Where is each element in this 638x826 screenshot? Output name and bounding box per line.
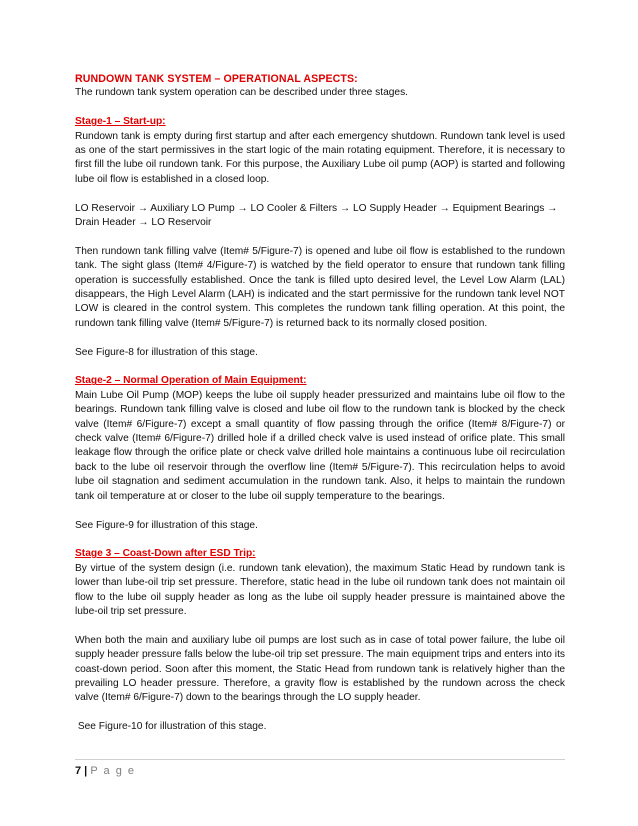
- stage1-see-figure: See Figure-8 for illustration of this stage.: [75, 346, 258, 358]
- stage1-paragraph-2: Then rundown tank filling valve (Item# 5/Figure-7) is opened and lube oil flow is established to the rundown tank. The sight glass (Item# 4/Figure-7) is watched by the field operator to ensure that rundown tank filling operation is successfully established. Once the tank is filled upto desired level, the Level Low Alarm (LAL) disappears, the High Level Alarm (LAH) is indicated and the start permissive for the rundown tank level NOT LOW is cleared in the control system. This completes the rundown tank filling operation. At this point, the rundown tank filling valve (Item# 5/Figure-7) is returned back to its normally closed position.: [75, 245, 565, 329]
- stage3-paragraph-1: By virtue of the system design (i.e. rundown tank elevation), the maximum Static Head by rundown tank is lower than lube-oil trip set pressure. Therefore, static head in the lube oil rundown tank does not maintain oil flow to the lube oil supply header as long as the lube oil supply header pressure is maintained above the lube-oil trip set pressure.: [75, 562, 565, 617]
- stage1-flow-path: LO Reservoir → Auxiliary LO Pump → LO Cooler & Filters → LO Supply Header → Equipment Bearings → Drain Header → LO Reservoir: [75, 202, 558, 229]
- page-footer: [75, 759, 565, 777]
- section-title: RUNDOWN TANK SYSTEM – OPERATIONAL ASPECTS:: [75, 73, 358, 85]
- stage1-paragraph-1: Rundown tank is empty during first startup and after each emergency shutdown. Rundown tank level is used as one of the start permissives in the start logic of the main rotating equipment. Therefore, it is necessary to first fill the lube oil rundown tank. For this purpose, the Auxiliary Lube oil pump (AOP) is started and following lube oil flow is established in a closed loop.: [75, 130, 565, 185]
- stage1-heading: Stage-1 – Start-up:: [75, 116, 166, 128]
- intro-paragraph: The rundown tank system operation can be described under three stages.: [75, 87, 408, 99]
- page-content: [75, 72, 565, 735]
- stage3-paragraph-2: When both the main and auxiliary lube oil pumps are lost such as in case of total power failure, the lube oil supply header pressure falls below the lube-oil trip set pressure. The main equipment trips and enters into its coast-down period. Soon after this moment, the Static Head from rundown tank is relatively higher than the prevailing LO header pressure. Therefore, a gravity flow is established by the rundown across the check valve (Item# 6/Figure-7) down to the bearings through the LO supply header.: [75, 634, 565, 704]
- footer-separator: |: [81, 765, 91, 777]
- stage2-see-figure: See Figure-9 for illustration of this stage.: [75, 519, 258, 531]
- page-number: 7: [75, 765, 82, 777]
- stage3-heading: Stage 3 – Coast-Down after ESD Trip:: [75, 548, 256, 560]
- page-label: P a g e: [90, 765, 136, 777]
- stage2-paragraph-1: Main Lube Oil Pump (MOP) keeps the lube oil supply header pressurized and maintains lube oil flow to the bearings. Rundown tank filling valve is closed and lube oil flow to the rundown tank is blocked by the check valve (Item# 6/Figure-7) except a small quantity of flow passing through the orifice (Item# 8/Figure-7) or check valve (Item# 6/Figure-7) drilled hole if a drilled check valve is used instead of orifice plate. This small leakage flow through the orifice plate or check valve drilled hole maintains a continuous lube oil recirculation back to the lube oil reservoir through the overflow line (Item# 5/Figure-7). This recirculation helps to avoid lube oil stagnation and sediment accumulation in the rundown tank. Also, it helps to maintain the rundown tank oil temperature at or closer to the lube oil supply temperature to the bearings.: [75, 389, 565, 502]
- stage2-heading: Stage-2 – Normal Operation of Main Equipment:: [75, 375, 307, 387]
- stage3-see-figure: See Figure-10 for illustration of this stage.: [75, 721, 267, 733]
- page-number-footer: [75, 765, 136, 777]
